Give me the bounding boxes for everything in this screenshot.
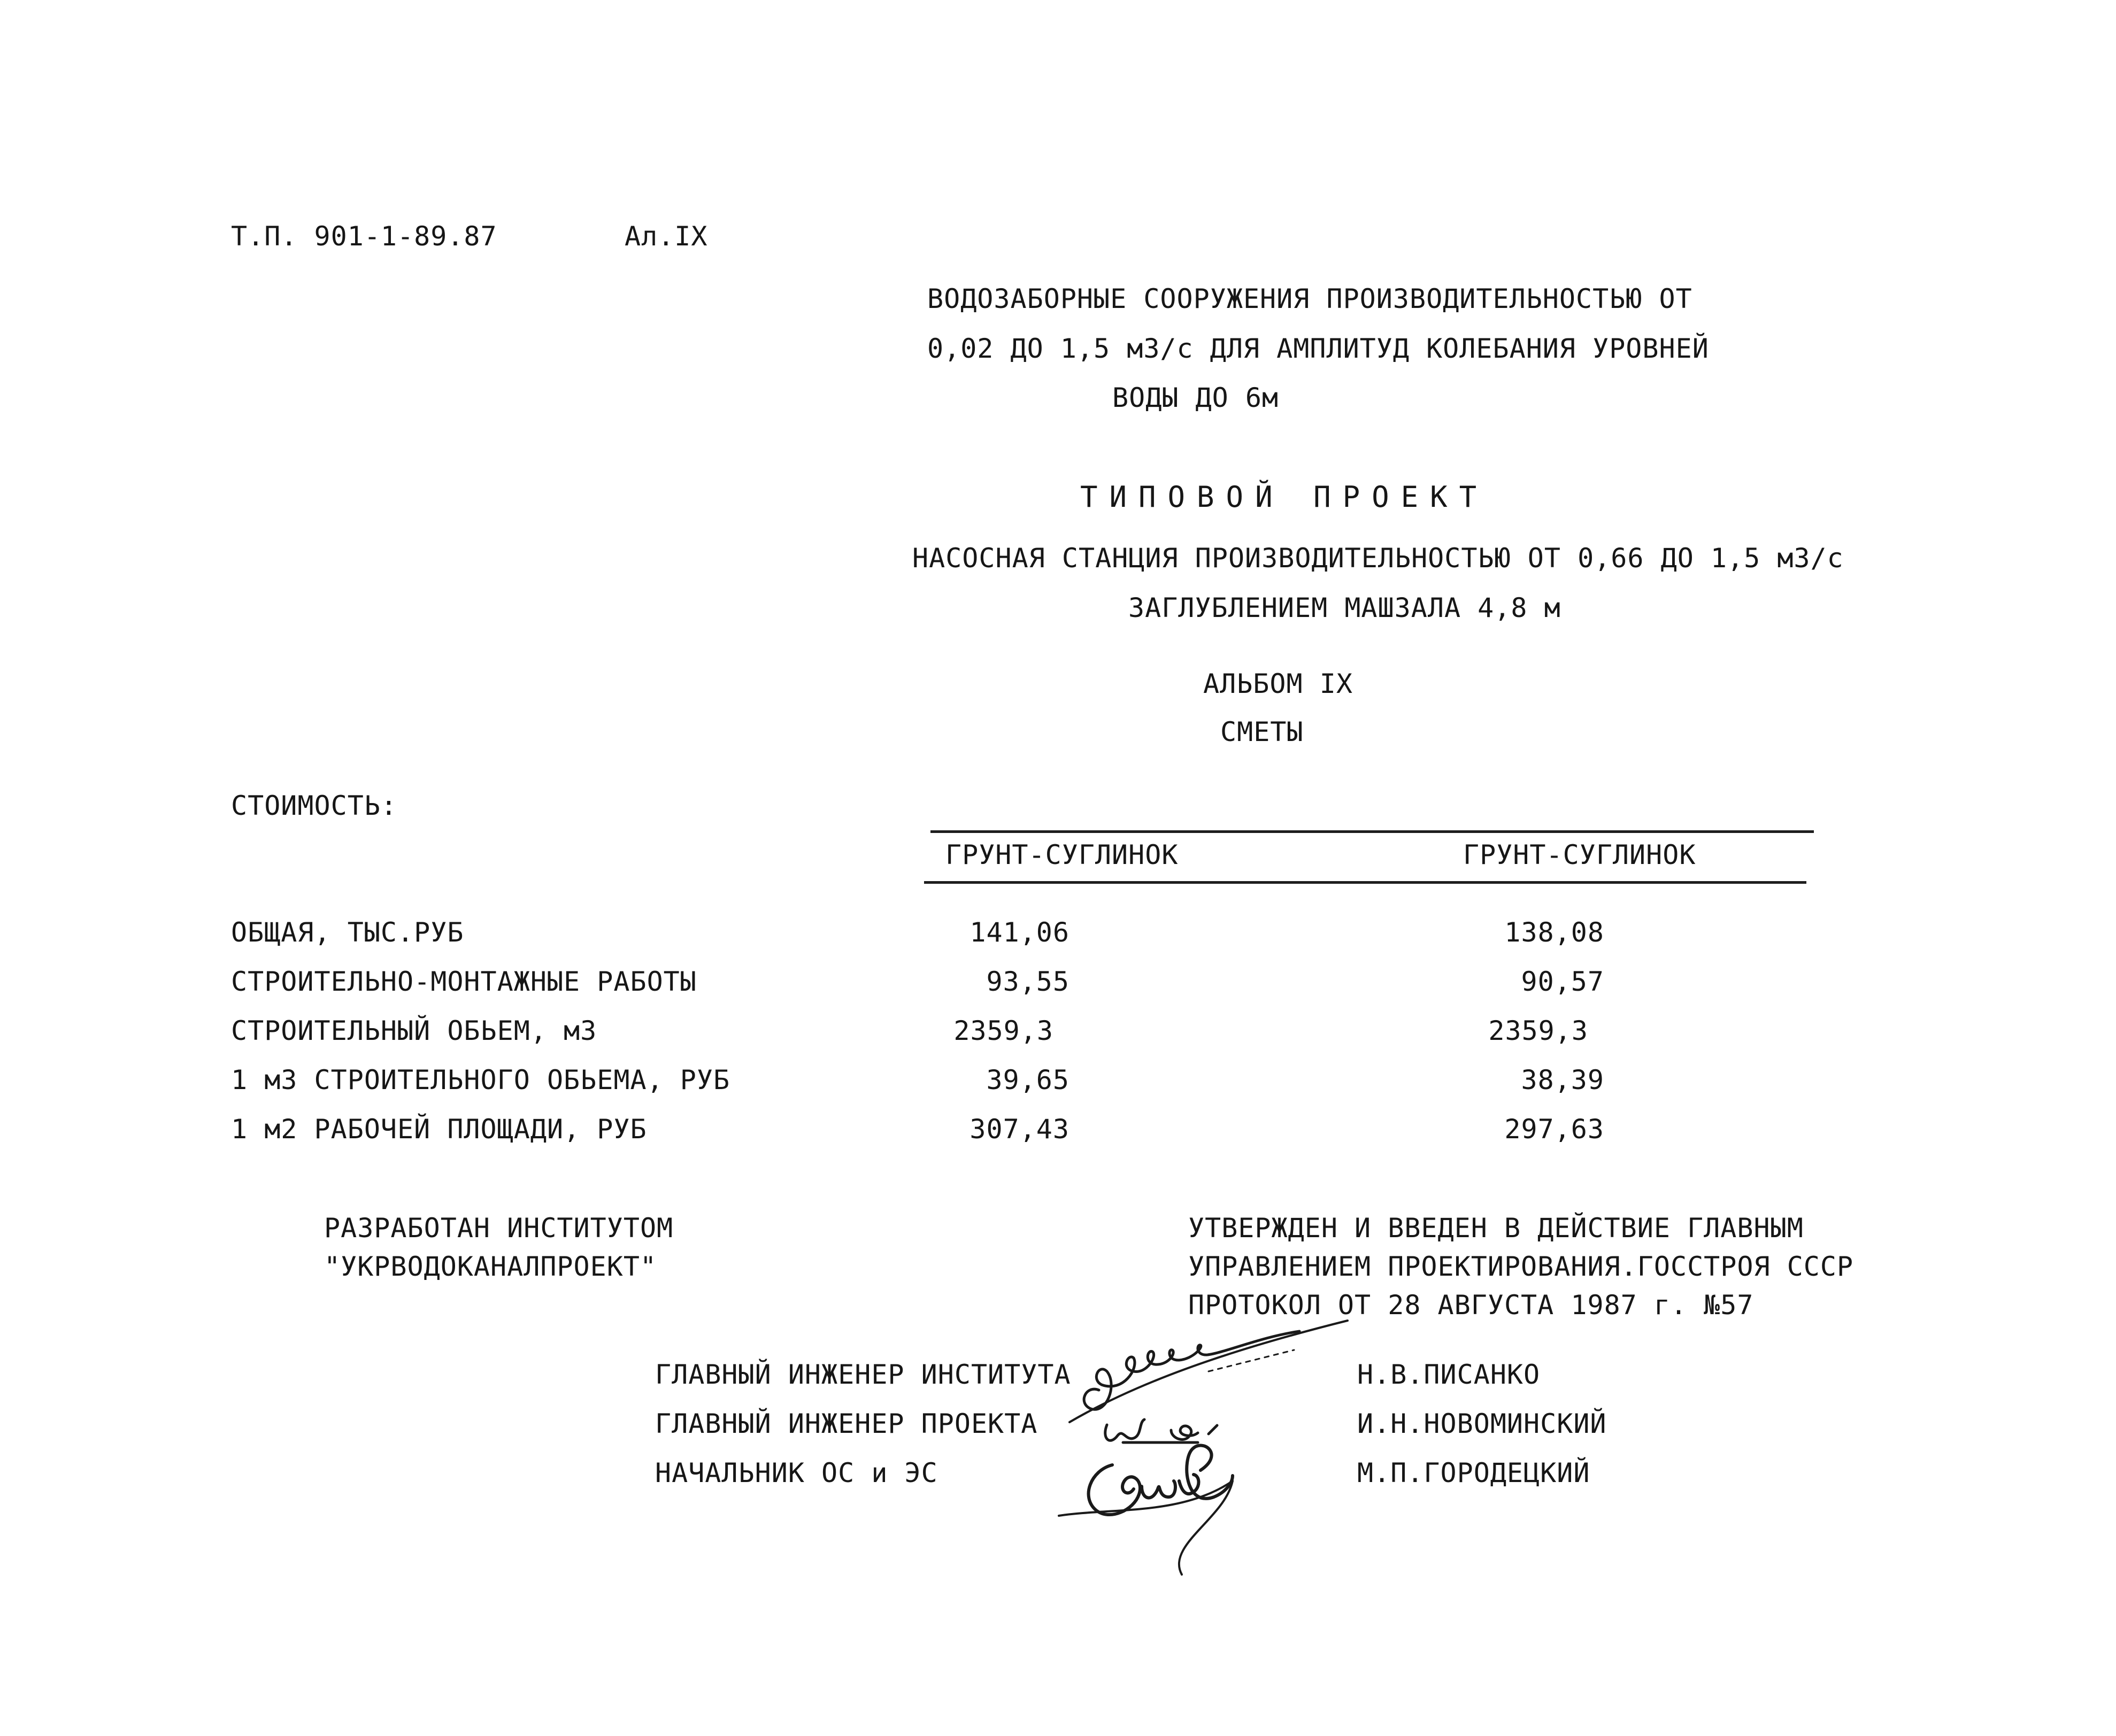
signature-3-stroke: [1089, 1446, 1233, 1515]
cost-row-value-1: 307,43: [969, 1114, 1069, 1145]
approval-line-1: УТВЕРЖДЕН И ВВЕДЕН В ДЕЙСТВИЕ ГЛАВНЫМ: [1188, 1213, 1804, 1244]
signatory-position: НАЧАЛЬНИК ОС и ЭС: [655, 1457, 938, 1488]
album-subject: СМЕТЫ: [1220, 716, 1304, 747]
project-name-line-2: ЗАГЛУБЛЕНИЕМ МАШЗАЛА 4,8 м: [1128, 592, 1561, 623]
cost-row-value-2: 38,39: [1521, 1064, 1604, 1095]
cost-label: СТОИМОСТЬ:: [231, 790, 398, 821]
cost-row-label: 1 м3 СТРОИТЕЛЬНОГО ОБЬЕМА, РУБ: [231, 1064, 730, 1095]
signature-1-dash: [1209, 1350, 1294, 1371]
cost-row-value-2: 90,57: [1521, 966, 1604, 997]
album-title: АЛЬБОМ IX: [1203, 668, 1353, 699]
signatory-position: ГЛАВНЫЙ ИНЖЕНЕР ПРОЕКТА: [655, 1408, 1038, 1439]
cost-row-value-1: 93,55: [986, 966, 1069, 997]
approval-line-3: ПРОТОКОЛ ОТ 28 АВГУСТА 1987 г. №57: [1188, 1290, 1754, 1321]
project-name-line-1: НАСОСНАЯ СТАНЦИЯ ПРОИЗВОДИТЕЛЬНОСТЬЮ ОТ 0,66 ДО 1,5 м3/с: [912, 543, 1844, 574]
column-header-2: ГРУНТ-СУГЛИНОК: [1463, 839, 1696, 870]
signatory-name: М.П.ГОРОДЕЦКИЙ: [1357, 1457, 1590, 1488]
album-reference: Ал.IX: [625, 221, 708, 252]
series-title-line-3: ВОДЫ ДО 6м: [1112, 382, 1279, 413]
cost-row-label: СТРОИТЕЛЬНЫЙ ОБЬЕМ, м3: [231, 1015, 597, 1046]
document-code: Т.П. 901-1-89.87: [231, 221, 497, 252]
column-header-1: ГРУНТ-СУГЛИНОК: [945, 839, 1179, 870]
cost-row-value-2: 138,08: [1504, 917, 1604, 948]
signatory-name: Н.В.ПИСАНКО: [1357, 1359, 1541, 1390]
cost-row-label: СТРОИТЕЛЬНО-МОНТАЖНЫЕ РАБОТЫ: [231, 966, 697, 997]
cost-row-value-1: 2359,3: [953, 1015, 1053, 1046]
cost-row-value-1: 39,65: [986, 1064, 1069, 1095]
developer-line-2: "УКРВОДОКАНАЛПРОЕКТ": [324, 1251, 657, 1282]
handwritten-signatures: [1048, 1305, 1422, 1583]
cost-row-value-2: 297,63: [1504, 1114, 1604, 1145]
cost-row-value-2: 2359,3: [1488, 1015, 1588, 1046]
cost-row-label: ОБЩАЯ, ТЫС.РУБ: [231, 917, 464, 948]
developer-line-1: РАЗРАБОТАН ИНСТИТУТОМ: [324, 1213, 674, 1244]
series-title-line-1: ВОДОЗАБОРНЫЕ СООРУЖЕНИЯ ПРОИЗВОДИТЕЛЬНОСТЬЮ ОТ: [927, 283, 1692, 314]
signatory-position: ГЛАВНЫЙ ИНЖЕНЕР ИНСТИТУТА: [655, 1359, 1071, 1390]
cost-row-value-1: 141,06: [969, 917, 1069, 948]
approval-line-2: УПРАВЛЕНИЕМ ПРОЕКТИРОВАНИЯ.ГОССТРОЯ СССР: [1188, 1251, 1854, 1282]
signature-2-stroke: [1105, 1419, 1217, 1442]
signatory-name: И.Н.НОВОМИНСКИЙ: [1357, 1408, 1607, 1439]
cost-row-label: 1 м2 РАБОЧЕЙ ПЛОЩАДИ, РУБ: [231, 1114, 647, 1145]
series-title-line-2: 0,02 ДО 1,5 м3/с ДЛЯ АМПЛИТУД КОЛЕБАНИЯ УРОВНЕЙ: [927, 333, 1709, 364]
table-top-rule: [930, 830, 1814, 833]
table-header-rule: [924, 881, 1806, 884]
project-type-label: ТИПОВОЙ ПРОЕКТ: [1080, 480, 1489, 514]
